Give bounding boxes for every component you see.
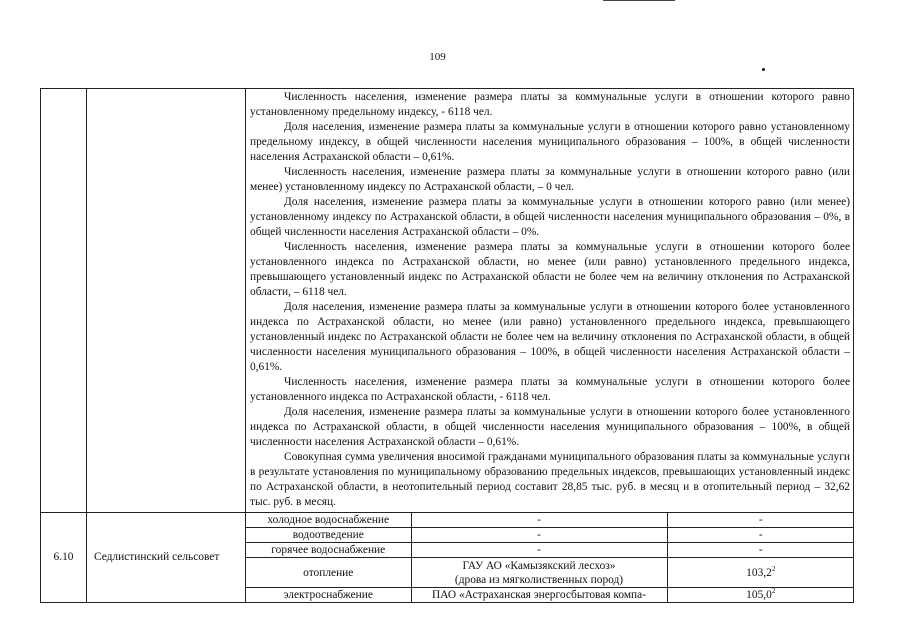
service-index: [667, 588, 854, 603]
paragraph: Доля населения, изменение размера платы за коммунальные услуги в отношении которого равно (или менее) установленному индексу по Астраханской области, в общей численности населения муниципального образования – 0%, в общей численности населения Астраханской области – 0%.: [250, 196, 850, 238]
service-name: горячее водоснабжение: [246, 543, 411, 558]
service-provider: [411, 558, 667, 588]
service-row: [246, 588, 854, 603]
footnote-mark: 2: [771, 564, 776, 573]
page-number: 109: [429, 51, 446, 63]
service-provider: -: [411, 528, 667, 543]
service-name: электроснабжение: [246, 588, 411, 603]
service-row: [246, 528, 854, 543]
services-cell: [246, 513, 854, 603]
row-number: 6.10: [41, 513, 87, 603]
paragraph: Численность населения, изменение размера платы за коммунальные услуги в отношении которого более установленного индекса по Астраханской области, - 6118 чел.: [250, 376, 850, 403]
service-provider: -: [411, 513, 667, 528]
paragraph: Доля населения, изменение размера платы за коммунальные услуги в отношении которого более установленного индекса по Астраханской области, в общей численности населения муниципального образования – 100%, в общей численности населения Астраханской области – 0,61%.: [250, 406, 850, 448]
paragraph: Численность населения, изменение размера платы за коммунальные услуги в отношении которого равно установленному предельному индексу, - 6118 чел.: [250, 91, 850, 118]
paragraph: Доля населения, изменение размера платы за коммунальные услуги в отношении которого равно установленному предельному индексу, в общей численности населения муниципального образования – 100%, в общей численности населения Астраханской области – 0,61%.: [250, 121, 850, 163]
description-cell: [246, 89, 854, 513]
service-name: водоотведение: [246, 528, 411, 543]
service-provider: -: [411, 543, 667, 558]
service-index: [667, 558, 854, 588]
provider-line: ГАУ АО «Камызякский лесхоз»: [462, 559, 616, 572]
empty-district-cell: [87, 89, 246, 513]
paragraph: Численность населения, изменение размера платы за коммунальные услуги в отношении которого более установленного индекса по Астраханской области, но менее (или равно) установленного предельного индекса, превышающего установленный индекс по Астраханской области не более чем на величину отклонения по Астраханской области, – 6118 чел.: [250, 241, 850, 298]
service-row: [246, 543, 854, 558]
paragraph: Численность населения, изменение размера платы за коммунальные услуги в отношении которого равно (или менее) установленному индексу по Астраханской области, – 0 чел.: [250, 166, 850, 193]
service-index: -: [667, 528, 854, 543]
index-value: 103,2: [746, 566, 772, 579]
document-table: [40, 88, 854, 603]
service-row: [246, 558, 854, 588]
service-row: [246, 513, 854, 528]
scan-speck: [762, 68, 765, 71]
services-table: [246, 513, 854, 602]
provider-line: (дрова из мягколиственных пород): [454, 573, 624, 586]
paragraph: Доля населения, изменение размера платы за коммунальные услуги в отношении которого более установленного индекса по Астраханской области, но менее (или равно) установленного предельного индекса, превышающего установленный индекс по Астраханской области не более чем на величину отклонения по Астраханской области, в общей численности населения муниципального образования – 100%, в общей численности населения Астраханской области – 0,61%.: [250, 301, 850, 373]
footnote-mark: 2: [771, 587, 776, 596]
service-provider: ПАО «Астраханская энергосбытовая компа-: [411, 588, 667, 603]
empty-number-cell: [41, 89, 87, 513]
service-index: -: [667, 513, 854, 528]
district-row: [41, 513, 854, 603]
paragraph: Совокупная сумма увеличения вносимой гражданами муниципального образования платы за коммунальные услуги в результате установления по муниципальному образованию предельных индексов, превышающих установленный индекс по Астраханской области, в неотопительный период составит 28,85 тыс. руб. в месяц и в отопительный период – 32,62 тыс. руб. в месяц.: [250, 451, 850, 508]
district-name: Седлистинский сельсовет: [87, 513, 246, 603]
index-value: 105,0: [746, 589, 772, 601]
service-name: холодное водоснабжение: [246, 513, 411, 528]
service-index: -: [667, 543, 854, 558]
text-row: [41, 89, 854, 513]
service-name: отопление: [246, 558, 411, 588]
top-rule: [603, 0, 675, 1]
